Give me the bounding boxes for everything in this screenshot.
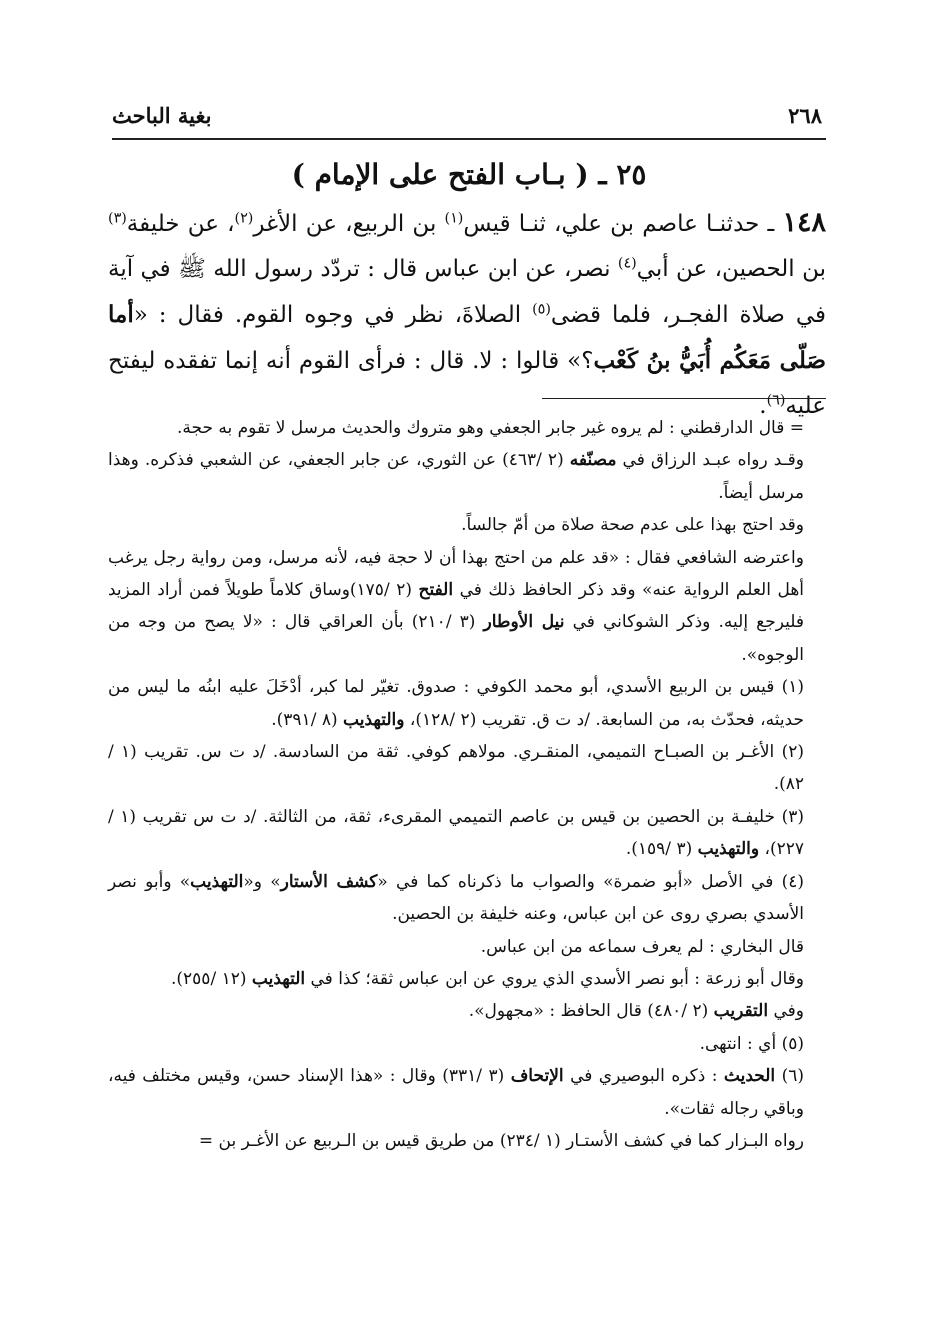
hadith-segment: ؟» قالوا : لا. قال : فرأى القوم أنه إنما تفقده ليفتح عليه — [108, 348, 826, 419]
footnote-6-bazzar: رواه البـزار كما في كشف الأستـار (١ /٢٣٤) من طريق قيس بن الـربيع عن الأغـر بن = — [198, 1130, 804, 1151]
footnote-6: (٦) الحديث : ذكره البوصيري في الإتحاف (٣ /٣٣١) وقال : «هذا الإسناد حسن، وقيس مختلف فيه، وباقي رجاله ثقات». — [108, 1066, 804, 1119]
hadith-segment: ـ حدثنـا عاصم بن علي، ثنـا قيس — [463, 211, 783, 237]
footnote-4-abu-zura: وقال أبو زرعة : أبو نصر الأسدي الذي يروي عن ابن عباس ثقة؛ كذا في التهذيب (١٢ /٢٥٥). — [170, 968, 804, 989]
footnote-4-taqrib: وفي التقريب (٢ /٤٨٠) قال الحافظ : «مجهول». — [468, 1001, 804, 1022]
footnote-1: (١) قيس بن الربيع الأسدي، أبو محمد الكوفي : صدوق. تغيّر لما كبر، أدْخَلَ عليه ابنُه ما ليس من حديثه، فحدّث به، من السابعة. /د ت ق. تقريب (٢ /١٢٨)، والتهذيب (٨ /٣٩١). — [108, 677, 804, 730]
footnote-divider — [542, 398, 826, 399]
footnote-2: (٢) الأغـر بن الصبـاح التميمي، المنقـري. مولاهم كوفي. ثقة من السادسة. /د ت س. تقريب (١ /٨٢). — [108, 742, 804, 795]
footnote-ref: (١) — [444, 210, 464, 227]
footnote-continuation: وقد احتج بهذا على عدم صحة صلاة من أمّ جالساً. — [461, 515, 804, 536]
header-divider — [112, 138, 826, 140]
footnote-continuation: = قال الدارقطني : لم يروه غير جابر الجعفي وهو متروك والحديث مرسل لا تقوم به حجة. — [177, 418, 804, 438]
hadith-segment: نصر، عن ابن عباس قال : تردّد رسول الله ﷺ في آية في صلاة الفجـر، فلما قضى — [108, 256, 827, 328]
footnote-ref: (٦) — [766, 392, 786, 409]
footnote-ref: (٣) — [108, 210, 127, 227]
book-title: بغية الباحث — [112, 103, 212, 128]
footnotes — [108, 412, 826, 1157]
hadith-segment: بن الحصين، عن أبي — [636, 256, 826, 282]
footnote-5: (٥) أي : انتهى. — [699, 1033, 804, 1054]
hadith-segment: الصلاةَ، نظر في وجوه القوم. فقال : « — [133, 302, 533, 328]
hadith-text — [108, 200, 826, 429]
footnote-ref: (٤) — [617, 255, 637, 272]
prophetic-quote: أما صَلّى مَعَكُم أُبَيُّ بنُ كَعْب — [108, 301, 826, 374]
hadith-segment: بن الربيع، عن الأغر — [253, 211, 445, 237]
footnote-4: (٤) في الأصل «أبو ضمرة» والصواب ما ذكرناه كما في «كشف الأستار» و«التهذيب» وأبو نصر الأسدي بصري روى عن ابن عباس، وعنه خليفة بن الحصين. — [108, 871, 804, 925]
footnote-3: (٣) خليفـة بن الحصين بن قيس بن عاصم التميمي المقرىء، ثقة، من الثالثة. /د ت س تقريب (١ /٢٢٧)، والتهذيب (٣ /١٥٩). — [108, 806, 804, 860]
footnote-4-bukhari: قال البخاري : لم يعرف سماعه من ابن عباس. — [480, 936, 804, 957]
footnote-ref: (٥) — [532, 301, 551, 318]
footnote-continuation: وقـد رواه عبـد الرزاق في مصنّفه (٢ /٤٦٣) عن الثوري، عن جابر الجعفي، عن الشعبي فذكره. وهذا مرسل أيضاً. — [108, 450, 804, 503]
page-number: ٢٦٨ — [788, 103, 822, 128]
page-header — [112, 88, 822, 128]
footnote-ref: (٢) — [234, 210, 254, 227]
hadith-segment: ، عن خليفة — [126, 211, 235, 237]
footnote-continuation: واعترضه الشافعي فقال : «قد علم من احتج بهذا أن لا حجة فيه، لأنه مرسل، ومن رواية رجل يرغب أهل العلم الرواية عنه» وقد ذكر الحافظ ذلك في الفتح (٢ /١٧٥)وساق كلاماً طويلاً فمن أراد المزيد فليرجع إليه. وذكر الشوكاني في نيل الأوطار (٣ /٢١٠) بأن العراقي قال : «لا يصح من وجه من الوجوه». — [108, 547, 805, 665]
hadith-number: ١٤٨ — [782, 207, 826, 238]
chapter-title: ٢٥ ـ ( بـاب الفتح على الإمام ) — [291, 158, 647, 191]
hadith-segment: . — [759, 393, 767, 419]
